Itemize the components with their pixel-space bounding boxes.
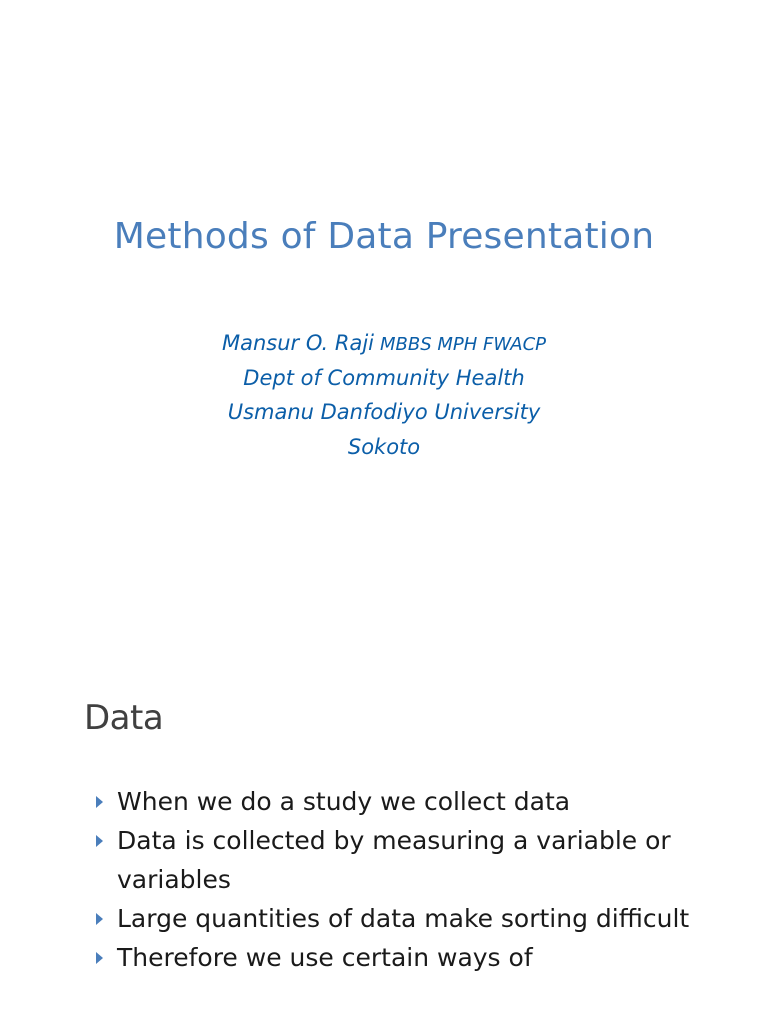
author-department: Dept of Community Health — [243, 365, 525, 390]
content-slide — [0, 576, 768, 1024]
triangle-right-icon — [96, 913, 103, 925]
triangle-right-icon — [96, 835, 103, 847]
bullet-list — [96, 782, 696, 977]
triangle-right-icon — [96, 796, 103, 808]
triangle-right-icon — [96, 952, 103, 964]
slide-title: Data — [84, 698, 164, 738]
list-item — [96, 938, 696, 977]
bullet-text: When we do a study we collect data — [117, 787, 571, 816]
author-block — [0, 326, 768, 464]
author-name-line — [0, 326, 768, 361]
author-credentials: MBBS MPH FWACP — [380, 334, 547, 355]
presentation-title: Methods of Data Presentation — [113, 216, 655, 257]
list-item — [96, 782, 696, 821]
list-item — [96, 899, 696, 938]
list-item — [96, 821, 696, 899]
author-university: Usmanu Danfodiyo University — [227, 400, 541, 424]
bullet-text: Data is collected by measuring a variable or variables — [117, 826, 671, 894]
author-city: Sokoto — [347, 434, 421, 459]
bullet-text: Large quantities of data make sorting difficult — [117, 904, 690, 933]
author-name: Mansur O. Raji — [221, 331, 374, 355]
bullet-text: Therefore we use certain ways of — [117, 943, 533, 972]
